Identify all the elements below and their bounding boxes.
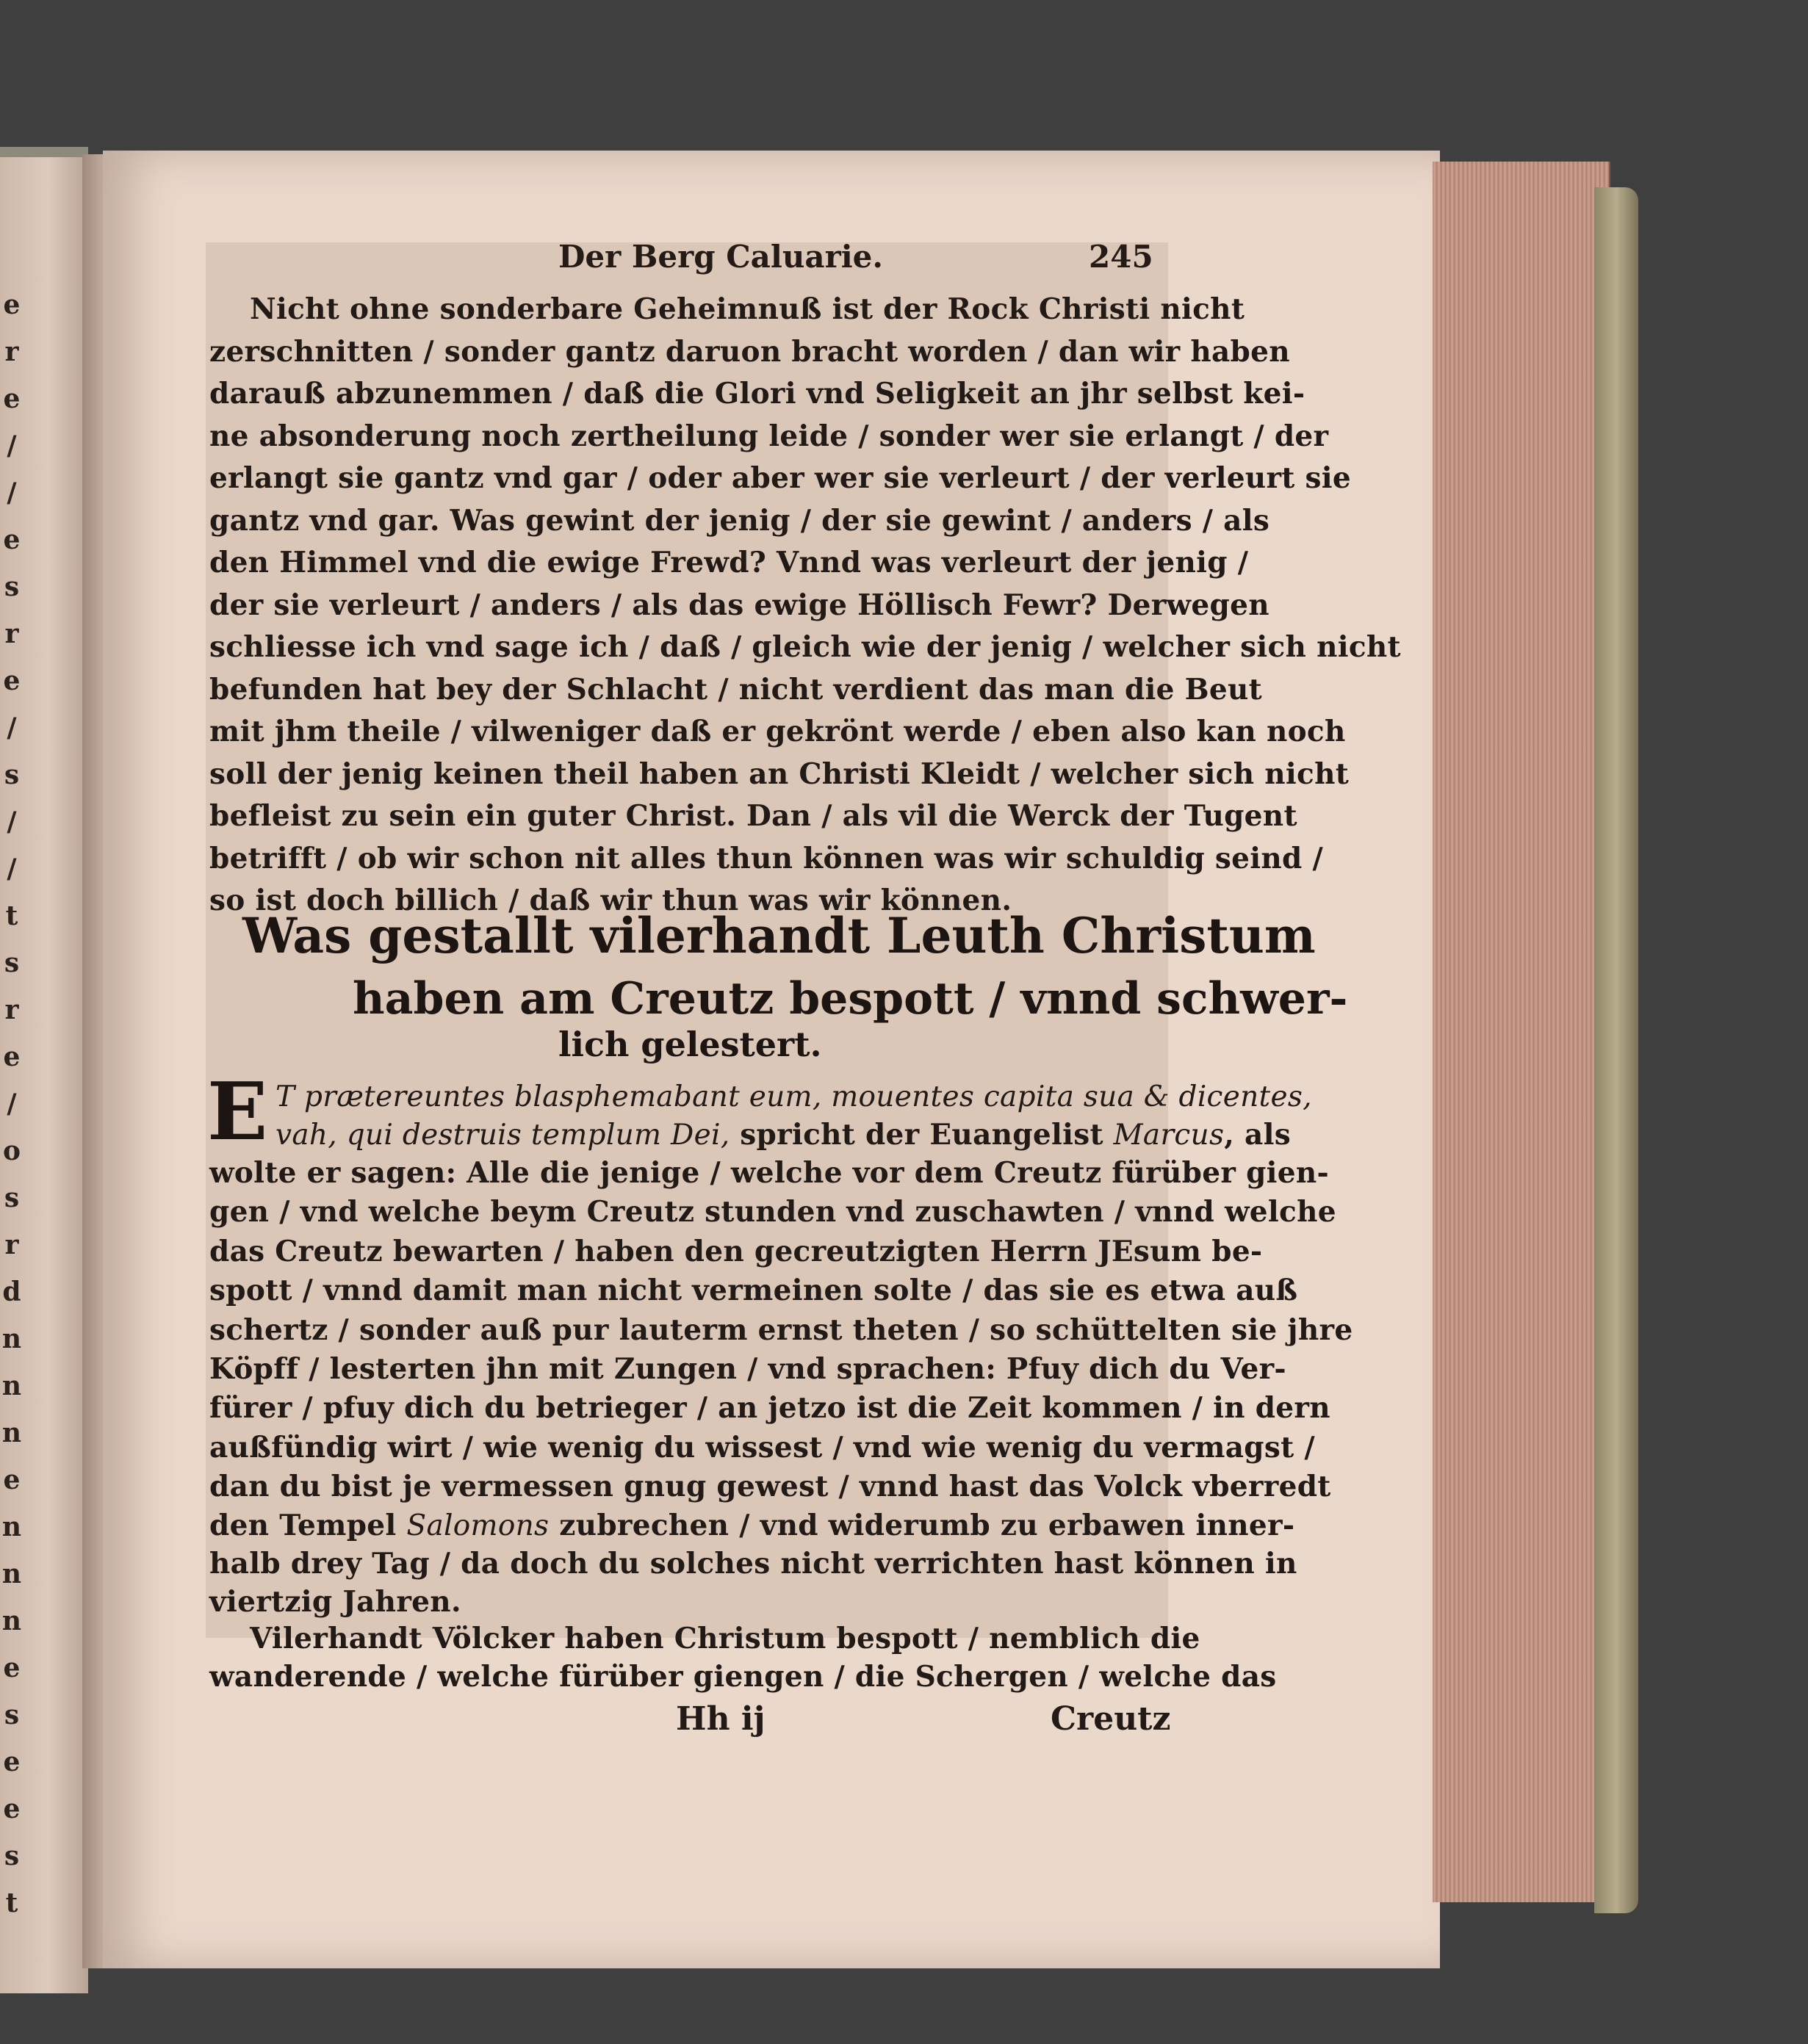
left-page-fragment: n [1, 1418, 22, 1448]
left-page-fragment: e [3, 1794, 21, 1824]
attribution-end: , als [1224, 1118, 1291, 1152]
latin-quote-1: T prætereuntes blasphemabant eum, mouentes capita sua & dicentes, [275, 1080, 1312, 1113]
left-page-fragment: r [4, 618, 19, 649]
latin-quote-2: vah, qui destruis templum Dei, [275, 1119, 730, 1152]
paragraph-1-line: soll der jenig keinen theil haben an Christi Kleidt / welcher sich nicht [209, 756, 1350, 791]
running-head-title: Der Berg Caluarie. [558, 239, 884, 275]
left-page-fragment: s [4, 1700, 20, 1730]
paragraph-1-line: Nicht ohne sonderbare Geheimnuß ist der Rock Christi nicht [250, 292, 1245, 326]
paragraph-1-line: den Himmel vnd die ewige Frewd? Vnnd was verleurt der jenig / [209, 546, 1249, 579]
page-edges [1433, 162, 1609, 1902]
left-page-fragment: e [3, 1747, 21, 1777]
left-page-fragment: s [4, 759, 20, 790]
left-page-fragment: t [5, 900, 18, 931]
paragraph-2-line: spott / vnnd damit man nicht vermeinen solte / das sie es etwa auß [209, 1274, 1298, 1308]
drop-capital: E [207, 1066, 268, 1158]
section-heading-line-3: lich gelestert. [558, 1025, 822, 1064]
left-page-fragment: o [2, 1135, 21, 1166]
tempel-text-b: zubrechen / vnd widerumb zu erbawen inner- [549, 1509, 1295, 1542]
paragraph-1-line: erlangt sie gantz vnd gar / oder aber wer sie verleurt / der verleurt sie [209, 461, 1351, 495]
left-page-fragment: n [1, 1559, 22, 1589]
paragraph-2-line: schertz / sonder auß pur lauterm ernst theten / so schüttelten sie jhre [209, 1312, 1353, 1347]
left-page-fragment: e [3, 1465, 21, 1495]
paragraph-2-line: halb drey Tag / da doch du solches nicht verrichten hast können in [209, 1547, 1297, 1581]
signature-mark: Hh ij [676, 1700, 766, 1738]
attribution-text: spricht der Euangelist [730, 1118, 1114, 1152]
left-page-fragment: / [7, 853, 17, 884]
paragraph-2-tempel-line [209, 1509, 1295, 1542]
paragraph-1-line: ne absonderung noch zertheilung leide / sonder wer sie erlangt / der [209, 419, 1329, 453]
catchword: Creutz [1051, 1700, 1171, 1738]
paragraph-2-line: wolte er sagen: Alle die jenige / welche vor dem Creutz fürüber gien- [209, 1156, 1330, 1190]
left-page-fragment: n [1, 1371, 22, 1401]
paragraph-1-line: der sie verleurt / anders / als das ewige Höllisch Fewr? Derwegen [209, 588, 1269, 622]
running-head [0, 239, 1808, 290]
left-page-fragment: e [3, 289, 21, 320]
paragraph-1-line: zerschnitten / sonder gantz daruon bracht worden / dan wir haben [209, 334, 1290, 369]
paragraph-1-line: so ist doch billich / daß wir thun was wir können. [209, 884, 1012, 917]
paragraph-3-line: Vilerhandt Völcker haben Christum bespott / nemblich die [250, 1622, 1200, 1655]
left-page-fragment: t [5, 1888, 18, 1918]
book-cover [1594, 187, 1638, 1913]
left-page-fragment: e [3, 665, 21, 696]
left-page-fragment: e [3, 524, 21, 555]
paragraph-2-line: viertzig Jahren. [209, 1585, 461, 1619]
left-page-fragment: n [1, 1323, 22, 1354]
left-page-edge [0, 147, 88, 1993]
left-page-fragment: n [1, 1606, 22, 1636]
left-page-fragment: / [7, 1088, 17, 1119]
latin-quote-line-2 [275, 1118, 1291, 1152]
left-page-fragment: r [4, 336, 19, 367]
paragraph-1-line: befleist zu sein ein guter Christ. Dan / als vil die Werck der Tugent [209, 799, 1297, 833]
left-page-fragment: e [3, 1041, 21, 1072]
paragraph-1-line: schliesse ich vnd sage ich / daß / gleich wie der jenig / welcher sich nicht [209, 630, 1401, 664]
latin-quote-line-1 [275, 1080, 1312, 1113]
paragraph-1-line: mit jhm theile / vilweniger daß er gekrönt werde / eben also kan noch [209, 715, 1346, 748]
paragraph-2-line: dan du bist je vermessen gnug gewest / vnnd hast das Volck vberredt [209, 1470, 1331, 1504]
paragraph-2-line: außfündig wirt / wie wenig du wissest / vnd wie wenig du vermagst / [209, 1430, 1315, 1465]
left-page-fragment: d [2, 1276, 21, 1307]
evangelist-name: Marcus [1113, 1119, 1225, 1152]
left-page-fragment: / [7, 712, 17, 743]
paragraph-1-line: befunden hat bey der Schlacht / nicht verdient das man die Beut [209, 672, 1262, 707]
paragraph-3-line: wanderende / welche fürüber giengen / die Schergen / welche das [209, 1660, 1277, 1694]
left-page-fragment: n [1, 1512, 22, 1542]
section-heading-line-1: Was gestallt vilerhandt Leuth Christum [242, 907, 1316, 964]
paragraph-1-line: betrifft / ob wir schon nit alles thun können was wir schuldig seind / [209, 841, 1324, 875]
paragraph-2-line: gen / vnd welche beym Creutz stunden vnd zuschawten / vnnd welche [209, 1195, 1336, 1229]
left-page-fragment: / [7, 806, 17, 837]
paragraph-2-line: Köpff / lesterten jhn mit Zungen / vnd sprachen: Pfuy dich du Ver- [209, 1352, 1286, 1386]
left-page-fragment: e [3, 383, 21, 414]
section-heading-line-2: haben am Creutz bespott / vnnd schwer- [353, 973, 1348, 1025]
left-page-fragment: r [4, 994, 19, 1025]
left-page-fragment: e [3, 1653, 21, 1683]
paragraph-1-line: darauß abzunemmen / daß die Glori vnd Seligkeit an jhr selbst kei- [209, 377, 1305, 411]
page-number: 245 [1089, 239, 1153, 275]
paragraph-1-line: gantz vnd gar. Was gewint der jenig / der sie gewint / anders / als [209, 503, 1270, 538]
salomons-name: Salomons [406, 1509, 550, 1542]
left-page-fragment: s [4, 1841, 20, 1871]
left-page-fragment: / [7, 477, 17, 508]
left-page-fragment: / [7, 430, 17, 461]
left-page-fragment: r [4, 1229, 19, 1260]
left-page-fragment: s [4, 947, 20, 978]
paragraph-2-line: fürer / pfuy dich du betrieger / an jetzo ist die Zeit kommen / in dern [209, 1391, 1330, 1426]
left-page-fragment: s [4, 1182, 20, 1213]
left-page-fragment: s [4, 571, 20, 602]
tempel-text-a: den Tempel [209, 1509, 407, 1542]
paragraph-2-line: das Creutz bewarten / haben den gecreutzigten Herrn JEsum be- [209, 1234, 1263, 1268]
